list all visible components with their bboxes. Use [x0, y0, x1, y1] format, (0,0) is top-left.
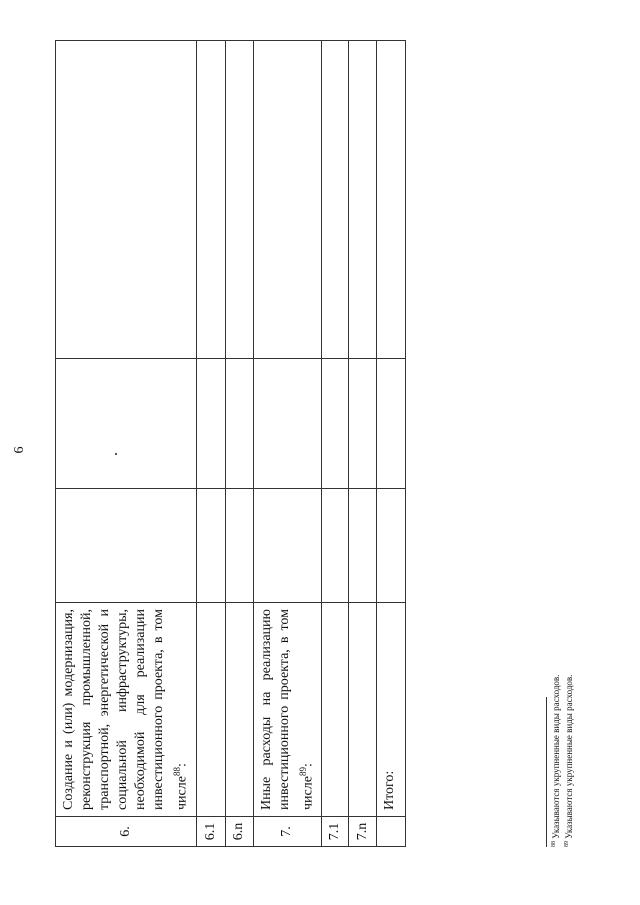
row-description-text: Создание и (или) модернизация, реконструкция промышленной, транспортной, энергетической и социальной инфраструктуры, необходимой для реализации инвестиционного проекта, в том числе: [61, 609, 190, 810]
footnote-text: Указываются укрупненные виды расходов.: [564, 674, 574, 839]
row-number: 6.: [56, 817, 197, 847]
row-description: [253, 603, 322, 817]
table-cell: [253, 489, 322, 603]
footnote-divider: [546, 697, 547, 847]
footnotes: [546, 447, 575, 847]
footnote-88: [549, 447, 562, 847]
table-row-total: [377, 41, 406, 847]
table-row-6: [56, 41, 197, 847]
total-label: Итого:: [377, 603, 406, 817]
row-description-text: Иные расходы на реализацию инвестиционного проекта, в том числе: [258, 609, 316, 810]
expense-table: [55, 40, 406, 847]
table-cell: [349, 41, 377, 359]
table-cell: [225, 359, 253, 489]
footnote-mark: 89: [564, 841, 570, 847]
table-cell: [196, 359, 225, 489]
table-row-7-n: [349, 41, 377, 847]
row-number: 7.1: [322, 817, 349, 847]
table-cell: [322, 489, 349, 603]
table-cell: [349, 359, 377, 489]
table-cell: [377, 489, 406, 603]
row-description: [349, 603, 377, 817]
table-cell: [349, 489, 377, 603]
row-description: [56, 603, 197, 817]
table-row-6-n: [225, 41, 253, 847]
table-cell: [56, 41, 197, 359]
table-cell: [377, 41, 406, 359]
table-cell: [196, 41, 225, 359]
table-cell: [322, 41, 349, 359]
table-cell: [196, 489, 225, 603]
row-number: 6.n: [225, 817, 253, 847]
table-cell: [225, 41, 253, 359]
table-row-7: [253, 41, 322, 847]
footnote-ref: 88: [172, 767, 182, 777]
table-cell: [377, 359, 406, 489]
page-number: 6: [12, 446, 27, 454]
footnote-ref: 89: [297, 767, 308, 777]
row-description: [196, 603, 225, 817]
footnote-mark: 88: [551, 841, 557, 847]
table-cell: [253, 41, 322, 359]
table-cell: [56, 489, 197, 603]
table-cell: [56, 359, 197, 489]
table-cell: [322, 359, 349, 489]
row-description-suffix: :: [174, 763, 190, 768]
table-cell: [253, 359, 322, 489]
table-cell: [225, 489, 253, 603]
footnote-89: [562, 447, 575, 847]
row-description: [322, 603, 349, 817]
scan-speck: [115, 453, 117, 455]
footnote-text: Указываются укрупненные виды расходов.: [551, 674, 561, 839]
row-number: 7.: [253, 817, 322, 847]
row-description-suffix: :: [300, 763, 316, 768]
table-row-7-1: [322, 41, 349, 847]
row-number: 7.n: [349, 817, 377, 847]
table-row-6-1: [196, 41, 225, 847]
row-number: 6.1: [196, 817, 225, 847]
row-description: [225, 603, 253, 817]
row-number: [377, 817, 406, 847]
